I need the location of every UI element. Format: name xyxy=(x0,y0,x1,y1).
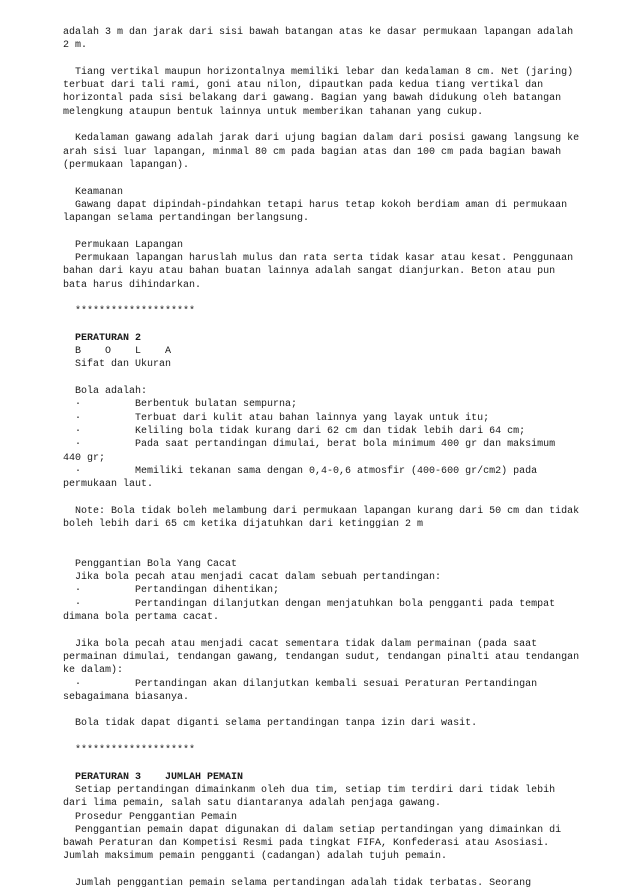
text-line: bawah Peraturan dan Kompetisi Resmi pada tingkat FIFA, Konfederasi atau Asosiasi. xyxy=(63,838,550,850)
blank-line xyxy=(63,704,603,717)
text-line: horizontal pada sisi belakang dari gawang. Bagian yang bawah didukung oleh batangan xyxy=(63,93,562,105)
text-line: Prosedur Penggantian Pemain xyxy=(63,811,238,823)
blank-line xyxy=(63,545,603,558)
text-line: Sifat dan Ukuran xyxy=(63,359,172,371)
text-line: lapangan selama pertandingan berlangsung. xyxy=(63,213,310,225)
text-line: Penggantian pemain dapat digunakan di dalam setiap pertandingan yang dimainkan di xyxy=(63,824,562,836)
text-line: 2 m. xyxy=(63,40,88,52)
text-line: · Keliling bola tidak kurang dari 62 cm dan tidak lebih dari 64 cm; xyxy=(63,425,526,437)
text-line: (permukaan lapangan). xyxy=(63,159,190,171)
blank-line xyxy=(63,864,603,877)
text-line: ke dalam): xyxy=(63,665,124,677)
blank-line xyxy=(63,292,603,305)
text-line: Bola tidak dapat diganti selama pertandingan tanpa izin dari wasit. xyxy=(63,718,478,730)
text-line: · Pertandingan akan dilanjutkan kembali sesuai Peraturan Pertandingan xyxy=(63,678,538,690)
blank-line xyxy=(63,119,603,132)
text-line: PERATURAN 3 JUMLAH PEMAIN xyxy=(63,771,244,783)
text-line: bahan dari kayu atau bahan buatan lainnya adalah sangat dianjurkan. Beton atau pun xyxy=(63,266,556,278)
text-line: Jika bola pecah atau menjadi cacat dalam sebuah pertandingan: xyxy=(63,572,442,584)
text-line: terbuat dari tali rami, goni atau nilon, dipautkan pada kedua tiang vertikal dan xyxy=(63,80,544,92)
text-line: boleh lebih dari 65 cm ketika dijatuhkan dari ketinggian 2 m xyxy=(63,518,424,530)
text-line: ******************** xyxy=(63,745,196,757)
text-line: permukaan laut. xyxy=(63,479,154,491)
blank-line xyxy=(63,531,603,544)
text-line: Permukaan Lapangan xyxy=(63,239,184,251)
blank-line xyxy=(63,731,603,744)
blank-line xyxy=(63,225,603,238)
text-line: · Terbuat dari kulit atau bahan lainnya yang layak untuk itu; xyxy=(63,412,490,424)
text-line: · Pertandingan dilanjutkan dengan menjatuhkan bola pengganti pada tempat xyxy=(63,598,556,610)
text-line: Jumlah maksimum pemain pengganti (cadangan) adalah tujuh pemain. xyxy=(63,851,448,863)
text-line: Bola adalah: xyxy=(63,386,148,398)
text-line: Note: Bola tidak boleh melambung dari permukaan lapangan kurang dari 50 cm dan tidak xyxy=(63,505,580,517)
text-line: · Memiliki tekanan sama dengan 0,4-0,6 atmosfir (400-600 gr/cm2) pada xyxy=(63,465,538,477)
text-line: Permukaan lapangan haruslah mulus dan rata serta tidak kasar atau kesat. Penggunaan xyxy=(63,253,574,265)
text-line: PERATURAN 2 xyxy=(63,332,142,344)
text-line: sebagaimana biasanya. xyxy=(63,691,190,703)
text-line: dari lima pemain, salah satu diantaranya adalah penjaga gawang. xyxy=(63,798,442,810)
text-line: Penggantian Bola Yang Cacat xyxy=(63,558,238,570)
blank-line xyxy=(63,53,603,66)
text-line: adalah 3 m dan jarak dari sisi bawah batangan atas ke dasar permukaan lapangan adalah xyxy=(63,27,574,38)
document-body xyxy=(63,26,603,890)
blank-line xyxy=(63,172,603,185)
text-line: Tiang vertikal maupun horizontalnya memiliki lebar dan kedalaman 8 cm. Net (jaring) xyxy=(63,66,574,78)
text-line: · Berbentuk bulatan sempurna; xyxy=(63,399,298,411)
text-line: Jika bola pecah atau menjadi cacat sementara tidak dalam permainan (pada saat xyxy=(63,638,538,650)
text-line: ******************** xyxy=(63,306,196,318)
text-line: 440 gr; xyxy=(63,452,106,464)
text-line: Kedalaman gawang adalah jarak dari ujung bagian dalam dari posisi gawang langsung ke xyxy=(63,133,580,145)
text-line: bata harus dihindarkan. xyxy=(63,279,202,291)
text-line: melengkung ataupun bentuk lainnya untuk memberikan tahanan yang cukup. xyxy=(63,106,484,118)
text-line: · Pada saat pertandingan dimulai, berat bola minimum 400 gr dan maksimum xyxy=(63,439,556,451)
text-line: Setiap pertandingan dimainkanm oleh dua tim, setiap tim terdiri dari tidak lebih xyxy=(63,784,556,796)
text-line: B O L A xyxy=(63,346,172,358)
text-line: Gawang dapat dipindah-pindahkan tetapi harus tetap kokoh berdiam aman di permukaan xyxy=(63,199,568,211)
blank-line xyxy=(63,624,603,637)
blank-line xyxy=(63,319,603,332)
text-line: Jumlah penggantian pemain selama pertandingan adalah tidak terbatas. Seorang xyxy=(63,878,532,889)
text-line: arah sisi luar lapangan, minmal 80 cm pada bagian atas dan 100 cm pada bagian bawah xyxy=(63,146,562,158)
text-line: · Pertandingan dihentikan; xyxy=(63,585,280,597)
blank-line xyxy=(63,491,603,504)
text-line: dimana bola pertama cacat. xyxy=(63,612,220,624)
text-line: Keamanan xyxy=(63,186,124,198)
blank-line xyxy=(63,757,603,770)
text-line: permainan dimulai, tendangan gawang, tendangan sudut, tendangan pinalti atau tendangan xyxy=(63,651,580,663)
blank-line xyxy=(63,372,603,385)
